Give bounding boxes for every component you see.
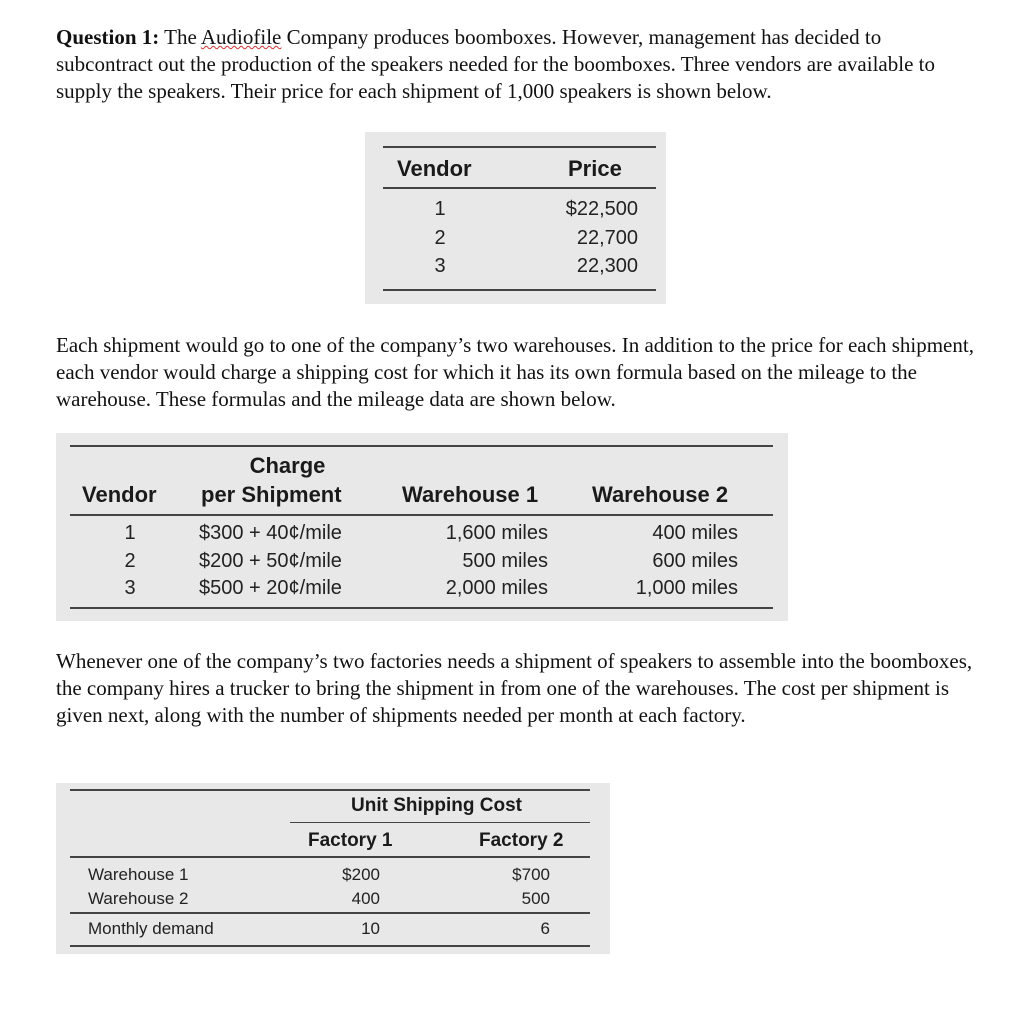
charge-cell: $300 + 40¢/mile (199, 522, 342, 544)
divider (70, 945, 590, 947)
demand-factory-2: 6 (540, 919, 550, 938)
demand-factory-1: 10 (361, 919, 380, 938)
divider (383, 187, 656, 189)
factory-2-cost: $700 (512, 865, 550, 884)
warehouse-1-miles: 1,600 miles (445, 522, 548, 544)
header-price: Price (568, 156, 622, 181)
warehouse-2-miles: 400 miles (652, 522, 738, 544)
divider (290, 822, 590, 823)
price-cell: 22,300 (576, 255, 638, 277)
warehouse-label: Warehouse 1 (88, 865, 189, 884)
header-warehouse-2: Warehouse 2 (592, 482, 729, 507)
vendor-cell: 1 (434, 198, 446, 220)
text: Company produces boomboxes. However, management has decided to subcontract out the production of the speakers needed for the boomboxes. Three vendors are available to supply the speakers. Their price for each shipment of 1,000 speakers is shown below. (56, 25, 935, 103)
vendor-cell: 2 (124, 549, 136, 572)
price-cell: $22,500 (565, 198, 638, 220)
question-label: Question 1: (56, 25, 160, 49)
warehouse-2-miles: 600 miles (652, 549, 738, 572)
header-warehouse-1: Warehouse 1 (402, 482, 539, 507)
header-factory-2: Factory 2 (479, 830, 564, 851)
header-vendor: Vendor (397, 156, 472, 181)
warehouse-label: Warehouse 2 (88, 888, 189, 908)
warehouse-1-miles: 2,000 miles (445, 577, 548, 599)
divider (70, 607, 773, 609)
warehouse-2-miles: 1,000 miles (635, 577, 738, 599)
divider (383, 146, 656, 148)
divider (70, 445, 773, 447)
divider (70, 856, 590, 858)
divider (70, 789, 590, 791)
vendor-cell: 3 (124, 577, 136, 599)
warehouse-1-miles: 500 miles (462, 549, 548, 572)
divider (70, 514, 773, 516)
divider (70, 912, 590, 914)
vendor-cell: 2 (434, 226, 446, 249)
charge-cell: $500 + 20¢/mile (199, 577, 342, 599)
price-cell: 22,700 (576, 226, 638, 249)
text: The (164, 25, 201, 49)
question-paragraph (56, 24, 976, 105)
vendor-cell: 1 (124, 522, 136, 544)
header-per-shipment: per Shipment (201, 482, 342, 507)
header-vendor: Vendor (82, 482, 157, 507)
header-unit-shipping-cost: Unit Shipping Cost (351, 795, 522, 816)
paragraph: Each shipment would go to one of the company’s two warehouses. In addition to the price for each shipment, each vendor would charge a shipping cost for which it has its own formula based on the mileage to the warehouse. These formulas and the mileage data are shown below. (56, 333, 974, 411)
charge-cell: $200 + 50¢/mile (199, 549, 342, 572)
factory-1-cost: 400 (351, 888, 380, 908)
demand-label: Monthly demand (88, 919, 214, 938)
paragraph: Whenever one of the company’s two factories needs a shipment of speakers to assemble into the boomboxes, the company hires a trucker to bring the shipment in from one of the warehouses. The cost per shipment is given next, along with the number of shipments needed per month at each factory. (56, 649, 973, 727)
factory-2-cost: 500 (521, 888, 550, 908)
vendor-cell: 3 (434, 255, 446, 277)
header-factory-1: Factory 1 (308, 830, 393, 851)
divider (383, 289, 656, 291)
spellcheck-word[interactable]: Audiofile (200, 25, 282, 49)
header-charge: Charge (249, 453, 326, 478)
factory-1-cost: $200 (342, 865, 380, 884)
